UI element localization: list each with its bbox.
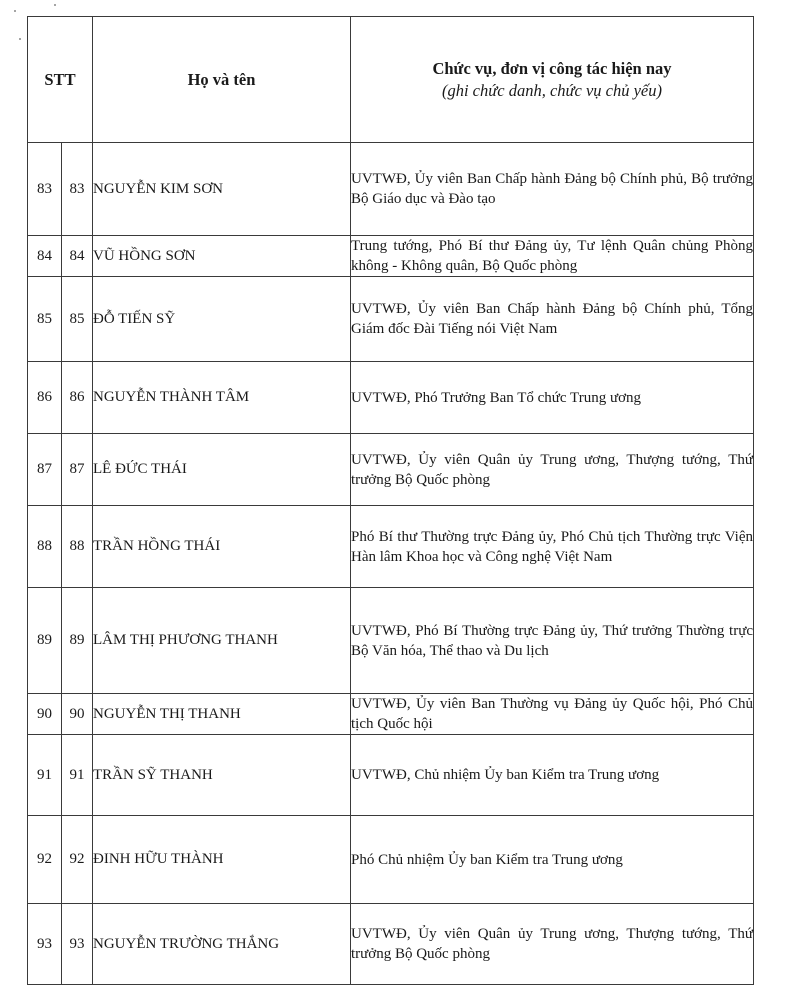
row-stt-overall: 84	[28, 236, 62, 277]
table-row	[28, 277, 754, 362]
row-position: UVTWĐ, Ủy viên Quân ủy Trung ương, Thượng tướng, Thứ trưởng Bộ Quốc phòng	[351, 434, 754, 506]
table-row	[28, 434, 754, 506]
header-position-title: Chức vụ, đơn vị công tác hiện nay	[432, 58, 672, 78]
header-position-note: (ghi chức danh, chức vụ chủ yếu)	[441, 80, 663, 100]
row-stt-list: 93	[62, 904, 93, 985]
row-stt-overall: 87	[28, 434, 62, 506]
table-row	[28, 236, 754, 277]
table-row	[28, 694, 754, 735]
row-stt-overall: 89	[28, 588, 62, 694]
row-stt-overall: 93	[28, 904, 62, 985]
row-stt-list: 87	[62, 434, 93, 506]
header-position	[351, 17, 754, 143]
row-stt-overall: 85	[28, 277, 62, 362]
row-position: UVTWĐ, Chủ nhiệm Ủy ban Kiểm tra Trung ương	[351, 735, 754, 816]
table-row	[28, 735, 754, 816]
row-name: LÂM THỊ PHƯƠNG THANH	[93, 588, 351, 694]
table-row	[28, 143, 754, 236]
header-row	[28, 17, 754, 143]
row-stt-list: 92	[62, 816, 93, 904]
row-stt-list: 88	[62, 506, 93, 588]
row-position: UVTWĐ, Phó Bí Thường trực Đảng ủy, Thứ trưởng Thường trực Bộ Văn hóa, Thể thao và Du lịch	[351, 588, 754, 694]
row-stt-overall: 88	[28, 506, 62, 588]
row-stt-list: 89	[62, 588, 93, 694]
table-row	[28, 362, 754, 434]
row-name: ĐINH HỮU THÀNH	[93, 816, 351, 904]
row-stt-overall: 86	[28, 362, 62, 434]
row-position: UVTWĐ, Ủy viên Ban Thường vụ Đảng ủy Quốc hội, Phó Chủ tịch Quốc hội	[351, 694, 754, 735]
row-name: TRẦN HỒNG THÁI	[93, 506, 351, 588]
row-position: Trung tướng, Phó Bí thư Đảng ủy, Tư lệnh Quân chủng Phòng không - Không quân, Bộ Quốc phòng	[351, 236, 754, 277]
header-name: Họ và tên	[93, 17, 351, 143]
row-name: LÊ ĐỨC THÁI	[93, 434, 351, 506]
row-name: NGUYỄN KIM SƠN	[93, 143, 351, 236]
row-position: Phó Bí thư Thường trực Đảng ủy, Phó Chủ tịch Thường trực Viện Hàn lâm Khoa học và Công nghệ Việt Nam	[351, 506, 754, 588]
row-stt-overall: 91	[28, 735, 62, 816]
scan-speck	[54, 4, 56, 6]
row-stt-list: 84	[62, 236, 93, 277]
row-stt-list: 91	[62, 735, 93, 816]
row-name: TRẦN SỸ THANH	[93, 735, 351, 816]
row-name: VŨ HỒNG SƠN	[93, 236, 351, 277]
scan-speck	[19, 38, 21, 40]
row-position: UVTWĐ, Ủy viên Ban Chấp hành Đảng bộ Chính phủ, Bộ trưởng Bộ Giáo dục và Đào tạo	[351, 143, 754, 236]
row-name: NGUYỄN TRƯỜNG THẮNG	[93, 904, 351, 985]
row-position: UVTWĐ, Phó Trưởng Ban Tổ chức Trung ương	[351, 362, 754, 434]
row-stt-list: 85	[62, 277, 93, 362]
row-stt-overall: 83	[28, 143, 62, 236]
row-position: UVTWĐ, Ủy viên Quân ủy Trung ương, Thượng tướng, Thứ trưởng Bộ Quốc phòng	[351, 904, 754, 985]
row-name: NGUYỄN THỊ THANH	[93, 694, 351, 735]
row-position: UVTWĐ, Ủy viên Ban Chấp hành Đảng bộ Chính phủ, Tổng Giám đốc Đài Tiếng nói Việt Nam	[351, 277, 754, 362]
row-position: Phó Chủ nhiệm Ủy ban Kiểm tra Trung ương	[351, 816, 754, 904]
row-stt-overall: 90	[28, 694, 62, 735]
scan-speck	[14, 10, 16, 12]
row-stt-list: 90	[62, 694, 93, 735]
row-name: NGUYỄN THÀNH TÂM	[93, 362, 351, 434]
row-stt-list: 83	[62, 143, 93, 236]
table-row	[28, 506, 754, 588]
row-stt-overall: 92	[28, 816, 62, 904]
table-row	[28, 588, 754, 694]
header-stt: STT	[28, 17, 93, 143]
table-row	[28, 904, 754, 985]
row-stt-list: 86	[62, 362, 93, 434]
candidate-table	[27, 16, 754, 985]
table-row	[28, 816, 754, 904]
row-name: ĐỖ TIẾN SỸ	[93, 277, 351, 362]
